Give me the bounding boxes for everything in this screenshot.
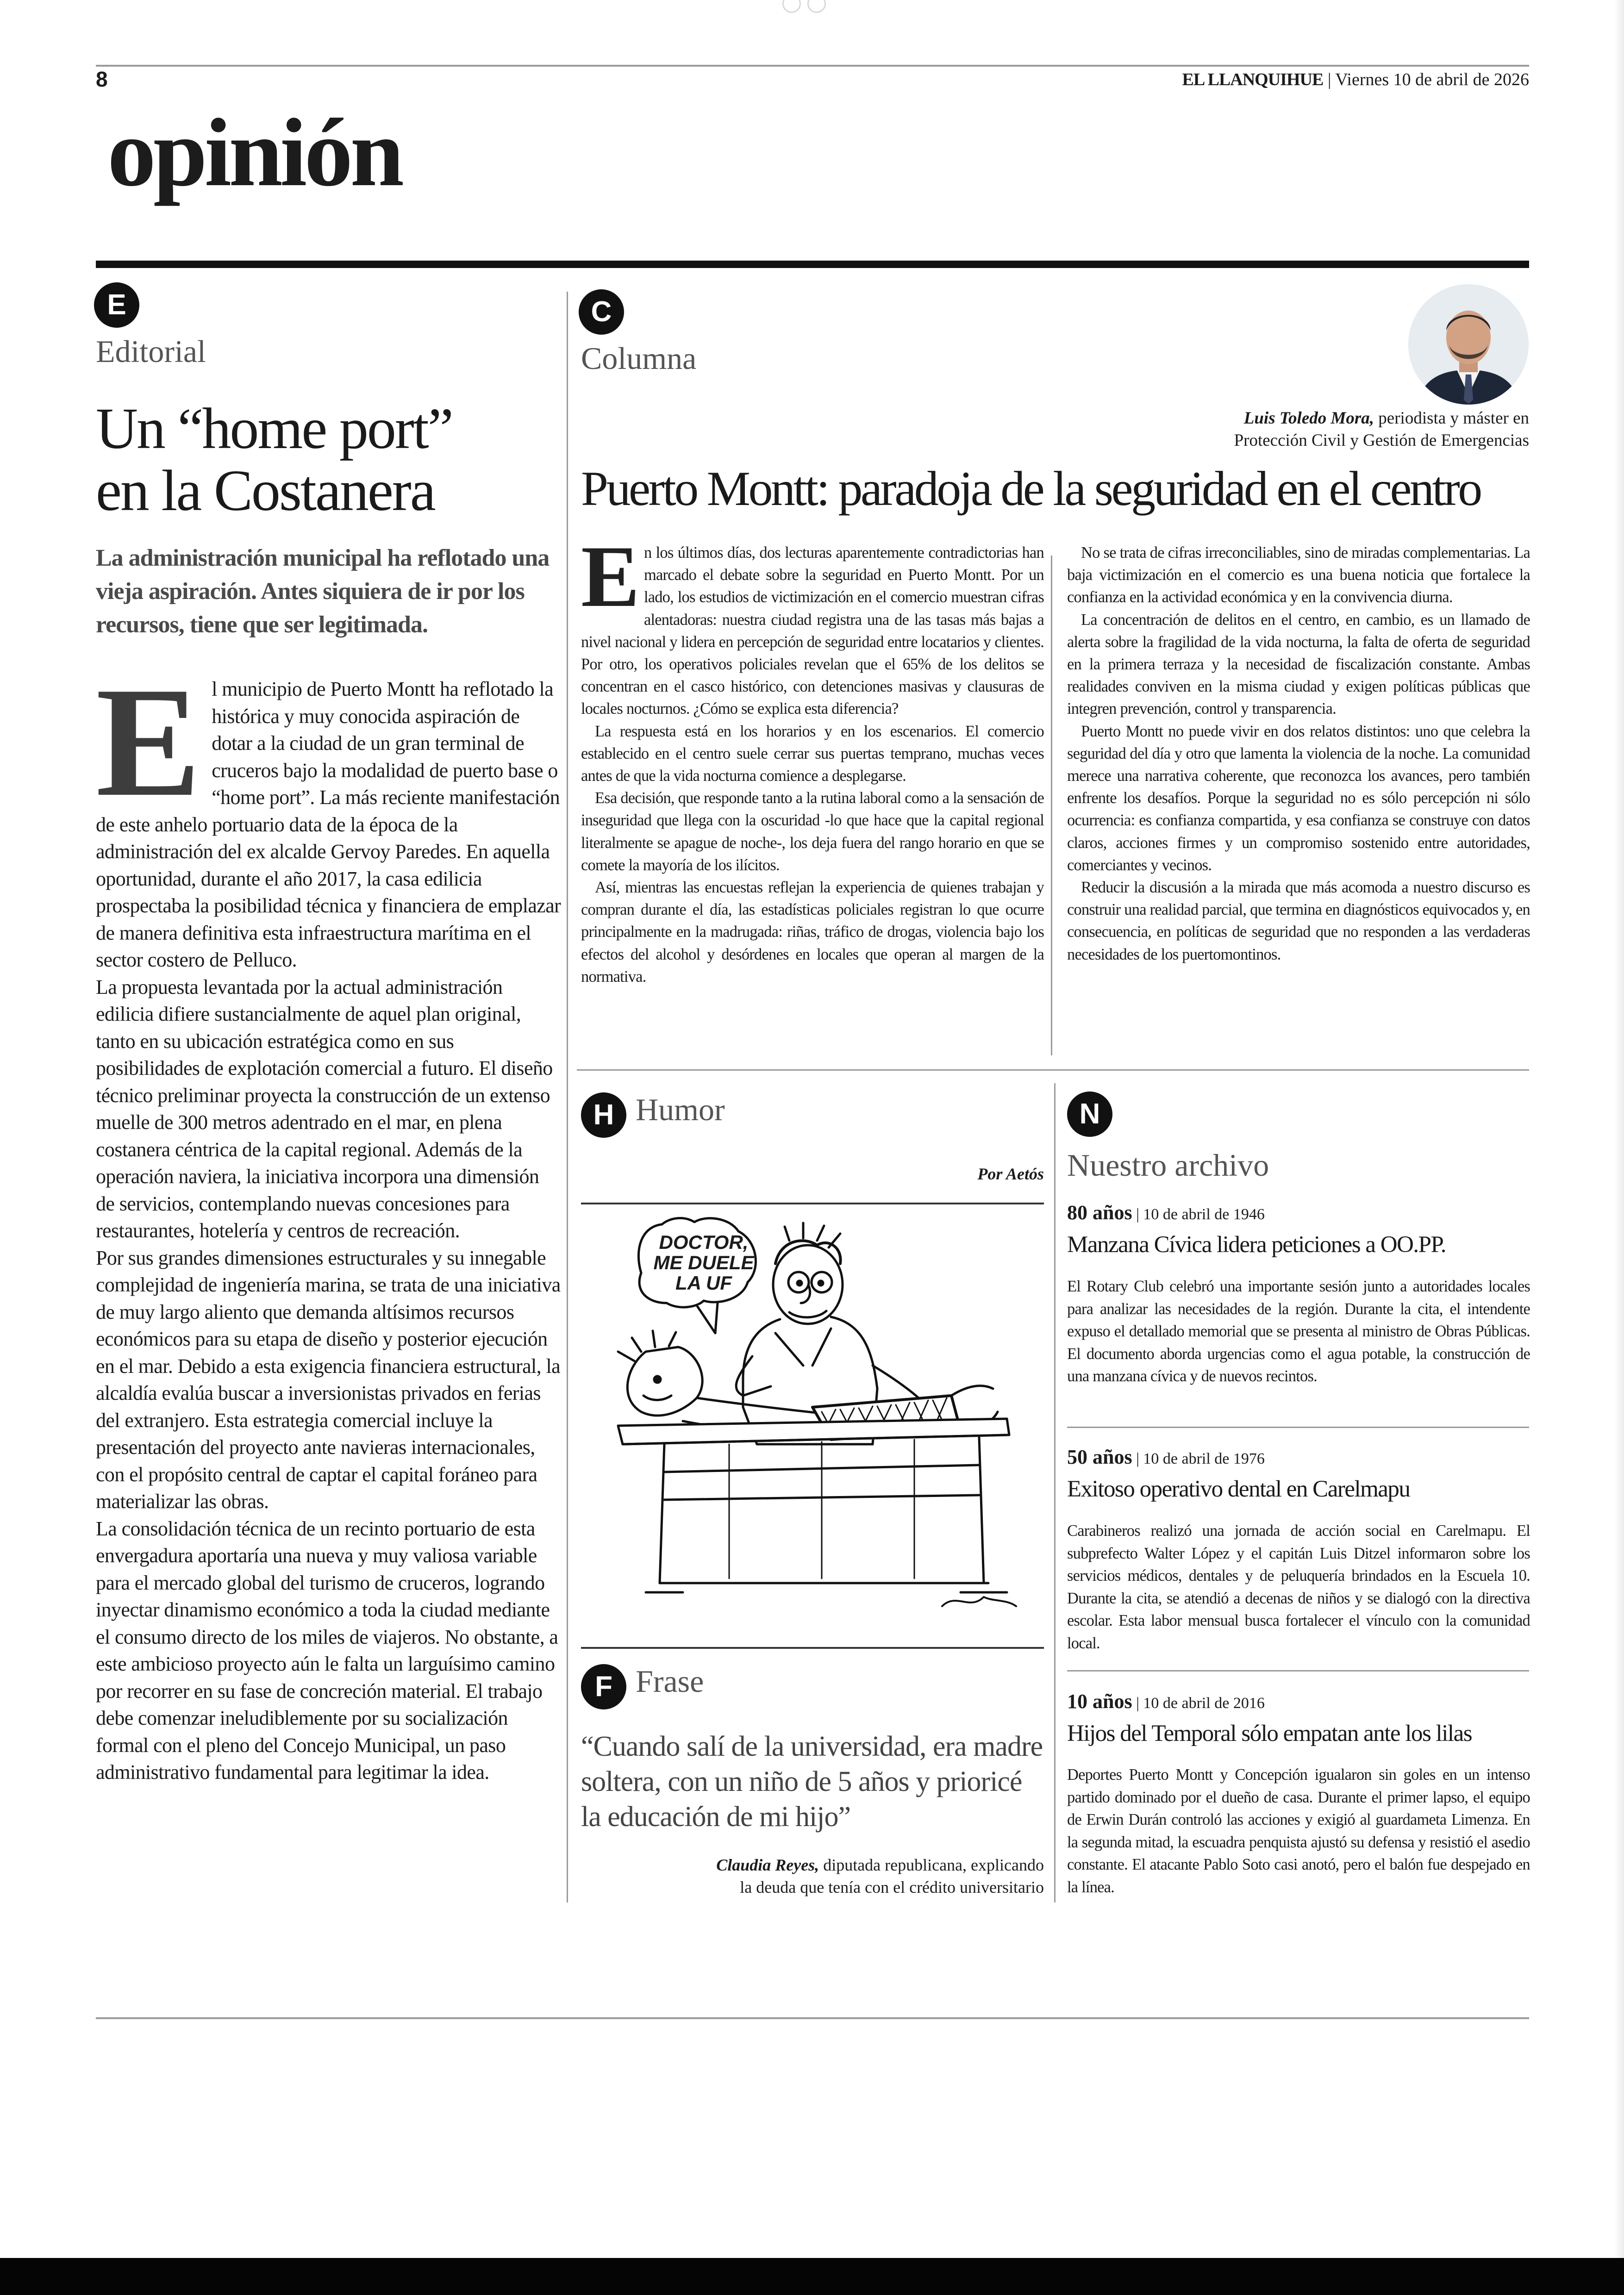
frase-quote: “Cuando salí de la universidad, era madre soltera, con un niño de 5 años y prioricé la educación de mi hijo” xyxy=(581,1731,1043,1833)
column-paragraph: Esa decisión, que responde tanto a la rutina laboral como a la sensación de inseguridad que llega con la oscuridad -lo que hace que la capital regional literalmente se apague de noche-, los deja fuera del rango horario en que se comete la mayoría de los ilícitos. xyxy=(581,789,1044,874)
column-paragraph: La concentración de delitos en el centro, en cambio, es un llamado de alerta sobre la fragilidad de la vida nocturna, la falta de oferta de seguridad en la primera terraza y la necesidad de fiscalización constante. Ambas realidades conviven en la misma ciudad y exigen políticas públicas que integren prevención, control y transparencia. xyxy=(1067,611,1530,718)
editorial-kicker: Editorial xyxy=(96,334,206,369)
archive-kicker: Nuestro archivo xyxy=(1067,1148,1269,1183)
author-photo xyxy=(1408,284,1529,405)
bottom-bar xyxy=(0,2258,1624,2295)
frase-rule xyxy=(581,1647,1044,1649)
archive-divider xyxy=(1054,1083,1056,1902)
frase-author-desc: diputada republicana, explicando xyxy=(819,1856,1044,1874)
column-paragraph: n los últimos días, dos lecturas aparentemente contradictorias han marcado el debate sobre la seguridad en Puerto Montt. Por un lado, los estudios de victimización en el comercio muestran cifras alentadoras: nuestra ciudad registra una de las tasas más bajas a nivel nacional y lidera en percepción de seguridad entre locatarios y clientes. Por otro, los operativos policiales revelan que el 65% de los delitos se concentran en el casco histórico, con detenciones masivas y clausuras de locales nocturnos. ¿Cómo se explica esta diferencia? xyxy=(581,544,1044,718)
cartoon-illustration xyxy=(590,1213,1044,1625)
column-badge: C xyxy=(579,289,624,335)
column-bottom-rule xyxy=(577,1069,1529,1071)
archive-item-title: Manzana Cívica lidera peticiones a OO.PP. xyxy=(1067,1232,1446,1258)
column-text-right xyxy=(1067,542,1530,966)
archive-item-text: Carabineros realizó una jornada de acción social en Carelmapu. El subprefecto Walter López y el capitán Luis Ditzel informaron sobre los servicios médicos, dentales y de peluquería brindados en la Escuela 10. Durante la cita, se atendió a decenas de niños y se dialogó con la directiva escolar. Esta labor mensual busca fortalecer el vínculo con la comunidad local. xyxy=(1067,1522,1530,1652)
archive-item-title: Hijos del Temporal sólo empatan ante los lilas xyxy=(1067,1721,1472,1746)
editorial-dropcap: E xyxy=(96,655,201,829)
header-rule xyxy=(96,65,1529,67)
column-text-left xyxy=(581,528,1044,988)
frase-author-name: Claudia Reyes, xyxy=(716,1856,819,1874)
archive-date: 10 de abril de 2016 xyxy=(1143,1695,1265,1712)
archive-item-text: El Rotary Club celebró una importante sesión junto a autoridades locales para analizar las necesidades de la región. Durante la cita, el intendente expuso el detallado memorial que se presenta al ministro de Obras Públicas. El documento aborda urgencias como el agua potable, la construcción de una manzana cívica y de nuevos recintos. xyxy=(1067,1278,1530,1385)
newspaper-name: EL LLANQUIHUE xyxy=(1182,70,1324,89)
archive-item-text: Deportes Puerto Montt y Concepción igualaron sin goles en un intenso partido dominado por el dueño de casa. Durante el primer lapso, el equipo de Erwin Durán controló las acciones y exigió al guardameta Limenza. En la segunda mitad, la escuadra penquista ajustó su defensa y resistió el asedio constante. El atacante Pablo Soto casi anotó, pero el balón fue despejado en la línea. xyxy=(1067,1766,1530,1896)
editorial-headline-line-2: en la Costanera xyxy=(96,459,435,523)
column-kicker: Columna xyxy=(581,341,697,376)
archive-separator xyxy=(1067,1670,1529,1671)
page-indicator-dots[interactable] xyxy=(782,0,838,14)
column-paragraph: Reducir la discusión a la mirada que más acomoda a nuestro discurso es construir una realidad parcial, que termina en diagnósticos equivocados y, en consecuencia, en políticas de seguridad que no responden a las verdaderas necesidades de los puertomontinos. xyxy=(1067,879,1530,963)
editorial-paragraph: La propuesta levantada por la actual administración edilicia difiere sustancialmente de aquel plan original, tanto en su ubicación estratégica como en sus posibilidades de explotación comercial a futuro. El diseño técnico preliminar proyecta la construcción de un extenso muelle de 300 metros adentrado en el mar, en plena costanera céntrica de la capital regional. Además de la operación naviera, la iniciativa incorpora una dimensión de servicios, contemplando nuevas concesiones para restaurantes, hotelería y centros de recreación. xyxy=(96,975,553,1242)
section-title: opinión xyxy=(107,99,402,206)
column-author xyxy=(1111,407,1529,452)
archive-years-count: 10 años xyxy=(1067,1690,1132,1713)
page-number: 8 xyxy=(96,67,108,91)
speech-bubble-line-3: LA UF xyxy=(675,1272,732,1294)
humor-byline: Por Aetós xyxy=(977,1165,1044,1183)
editorial-headline xyxy=(96,398,559,522)
issue-date: Viernes 10 de abril de 2026 xyxy=(1335,70,1529,89)
frase-kicker: Frase xyxy=(636,1664,704,1699)
editorial-body xyxy=(96,655,561,1786)
speech-bubble-text xyxy=(650,1232,757,1293)
editorial-paragraph: Por sus grandes dimensiones estructurales y su innegable complejidad de ingeniería marina, se trata de una iniciativa de muy largo aliento que demanda altísimos recursos económicos para su etapa de diseño y posterior ejecución en el mar. Debido a esta exigencia financiera estructural, la alcaldía evalúa buscar a inversionistas privados en ferias del extranjero. Esta estrategia comercial incluye la presentación del proyecto ante navieras internacionales, con el propósito central de captar el capital foráneo para materializar las obras. xyxy=(96,1246,561,1513)
archive-separator xyxy=(1067,1427,1529,1428)
archive-years-count: 80 años xyxy=(1067,1201,1132,1224)
editorial-badge: E xyxy=(94,282,139,328)
editorial-headline-line-1: Un “home port” xyxy=(96,397,452,461)
column-author-role: periodista y máster en xyxy=(1374,409,1529,428)
archive-date: 10 de abril de 1976 xyxy=(1143,1450,1265,1467)
speech-bubble-line-2: ME DUELE xyxy=(653,1252,754,1273)
frase-author-desc-2: la deuda que tenía con el crédito universitario xyxy=(740,1878,1044,1896)
editorial-paragraph: l municipio de Puerto Montt ha reflotado la histórica y muy conocida aspiración de dotar a la ciudad de un gran terminal de cruceros bajo la modalidad de puerto base o “home port”. La más reciente manifestación de este anhelo portuario data de la época de la administración del ex alcalde Gervoy Paredes. En aquella oportunidad, durante el año 2017, la casa edilicia prospectaba la posibilidad técnica y financiera de emplazar de manera definitiva esta infraestructura marítima en el sector costero de Pelluco. xyxy=(96,678,561,971)
frase-author xyxy=(648,1854,1044,1898)
footer-rule xyxy=(96,2017,1529,2019)
humor-badge: H xyxy=(581,1092,626,1138)
column-gutter-rule xyxy=(1051,555,1052,1055)
archive-years-count: 50 años xyxy=(1067,1446,1132,1468)
archive-date: 10 de abril de 1946 xyxy=(1143,1206,1265,1223)
masthead: EL LLANQUIHUE | Viernes 10 de abril de 2026 xyxy=(1182,70,1529,89)
archive-item-years: 80 años | 10 de abril de 1946 xyxy=(1067,1201,1265,1224)
column-author-name: Luis Toledo Mora, xyxy=(1243,409,1374,428)
column-headline: Puerto Montt: paradoja de la seguridad en el centro xyxy=(581,461,1480,516)
humor-kicker: Humor xyxy=(636,1092,725,1127)
section-rule xyxy=(96,261,1529,268)
column-paragraph: La respuesta está en los horarios y en los escenarios. El comercio establecido en el centro suele cerrar sus puertas temprano, muchas veces antes de que la vida nocturna comience a desplegarse. xyxy=(581,722,1044,785)
editorial-paragraph: La consolidación técnica de un recinto portuario de esta envergadura aportaría una nueva y muy valiosa variable para el mercado global del turismo de cruceros, logrando inyectar dinamismo económico a toda la ciudad mediante el consumo directo de los miles de viajeros. No obstante, a este ambicioso proyecto aún le falta un larguísimo camino por recorrer en su fase de concreción material. El trabajo debe comenzar ineludiblemente por su socialización formal con el pleno del Concejo Municipal, un paso administrativo fundamental para legitimar la idea. xyxy=(96,1517,558,1784)
archive-item-title: Exitoso operativo dental en Carelmapu xyxy=(1067,1476,1410,1502)
page-edge-shadow xyxy=(1614,0,1624,2258)
column-divider-left xyxy=(567,292,568,1902)
archive-item-years: 10 años | 10 de abril de 2016 xyxy=(1067,1690,1265,1713)
editorial-lead: La administración municipal ha reflotado una vieja aspiración. Antes siquiera de ir por los recursos, tiene que ser legitimada. xyxy=(96,545,550,638)
column-paragraph: Así, mientras las encuestas reflejan la experiencia de quienes trabajan y compran durante el día, las estadísticas policiales registran lo que ocurre principalmente en la madrugada: riñas, tráfico de drogas, violencia bajo los efectos del alcohol y desórdenes en locales que operan al margen de la normativa. xyxy=(581,879,1044,985)
speech-bubble-line-1: DOCTOR, xyxy=(659,1231,749,1253)
column-author-role-2: Protección Civil y Gestión de Emergencias xyxy=(1234,431,1529,450)
humor-rule xyxy=(581,1203,1044,1204)
archive-item-years: 50 años | 10 de abril de 1976 xyxy=(1067,1446,1265,1468)
column-paragraph: No se trata de cifras irreconciliables, sino de miradas complementarias. La baja victimización en el comercio es una buena noticia que fortalece la confianza en la actividad económica y en la convivencia diurna. xyxy=(1067,544,1530,606)
archive-badge: N xyxy=(1067,1091,1112,1137)
column-paragraph: Puerto Montt no puede vivir en dos relatos distintos: uno que celebra la seguridad del día y otro que lamenta la violencia de la noche. La comunidad merece una narrativa coherente, que reconozca los avances, pero también enfrente los desafíos. Porque la seguridad no es sólo percepción ni sólo ocurrencia: es confianza compartida, y esa confianza se construye con datos claros, acciones firmes y un compromiso sostenido entre autoridades, comerciantes y vecinos. xyxy=(1067,722,1530,874)
frase-badge: F xyxy=(581,1664,626,1709)
column-dropcap: E xyxy=(581,528,639,625)
